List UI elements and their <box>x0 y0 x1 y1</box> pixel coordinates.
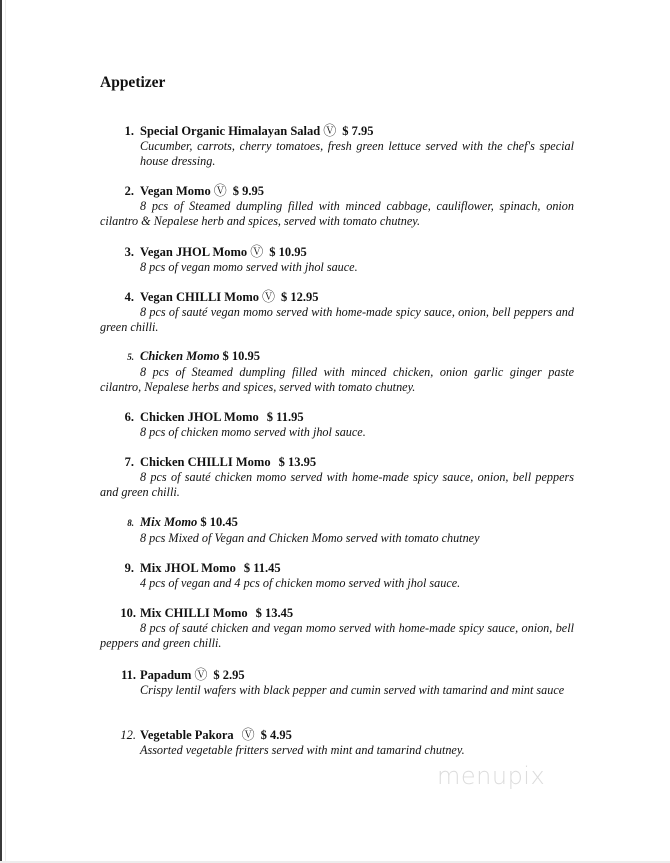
vegan-icon: Ⓥ <box>250 244 264 259</box>
item-description: 8 pcs of Steamed dumpling filled with minced cabbage, cauliflower, spinach, onion cilantro & Nepalese herb and spices, served with tomato chutney. <box>100 199 574 229</box>
item-number: 9. <box>124 561 134 575</box>
item-name: Vegan JHOL Momo <box>140 245 248 259</box>
menu-item <box>100 349 574 395</box>
item-description: 8 pcs of chicken momo served with jhol sauce. <box>140 425 366 439</box>
item-name: Mix JHOL Momo <box>140 561 236 575</box>
item-heading <box>100 455 574 470</box>
menu-item <box>100 410 574 440</box>
menu-item <box>100 455 574 500</box>
item-name: Mix Momo <box>140 515 198 529</box>
item-heading <box>100 123 574 139</box>
item-description: 8 pcs of sauté chicken momo served with home-made spicy sauce, onion, bell peppers and green chilli. <box>100 470 574 500</box>
item-heading <box>100 289 574 305</box>
item-name: Special Organic Himalayan Salad <box>140 124 321 138</box>
item-number: 7. <box>124 455 134 469</box>
item-heading <box>100 667 574 683</box>
page-left-edge-line <box>5 0 6 863</box>
item-number: 1. <box>124 124 134 138</box>
item-description: 8 pcs of Steamed dumpling filled with minced chicken, onion garlic ginger paste cilantro, Nepalese herbs and spices, served with tomato chutney. <box>100 365 574 395</box>
item-heading <box>100 515 574 531</box>
menu-item <box>100 183 574 229</box>
item-description: Assorted vegetable fritters served with mint and tamarind chutney. <box>140 743 465 757</box>
item-name: Vegetable Pakora <box>140 728 234 742</box>
item-description: 8 pcs of sauté vegan momo served with home-made spicy sauce, onion, bell peppers and green chilli. <box>100 305 574 335</box>
menu-item <box>100 515 574 546</box>
page-left-edge <box>0 0 2 863</box>
section-title: Appetizer <box>100 74 166 91</box>
item-price: $ 13.45 <box>255 606 294 620</box>
item-number: 12. <box>120 728 136 742</box>
item-heading <box>100 606 574 621</box>
item-description: 8 pcs of vegan momo served with jhol sauce. <box>140 260 358 274</box>
menu-item <box>100 123 574 169</box>
watermark-logo: menupix <box>437 762 546 790</box>
item-name: Chicken CHILLI Momo <box>140 455 271 469</box>
item-number: 11. <box>121 668 136 682</box>
item-number: 8. <box>127 518 134 528</box>
item-name: Chicken JHOL Momo <box>140 410 259 424</box>
item-description: 4 pcs of vegan and 4 pcs of chicken momo served with jhol sauce. <box>140 576 461 590</box>
menu-item <box>100 606 574 651</box>
item-name: Vegan CHILLI Momo <box>140 290 259 304</box>
vegan-icon: Ⓥ <box>262 289 276 304</box>
item-heading <box>100 244 574 260</box>
item-price: $ 4.95 <box>260 728 292 742</box>
item-price: $ 9.95 <box>232 184 264 198</box>
item-heading <box>100 727 574 743</box>
item-price: $ 12.95 <box>281 290 319 304</box>
item-number: 3. <box>124 245 134 259</box>
item-description: 8 pcs of sauté chicken and vegan momo served with home-made spicy sauce, onion, bell peppers and green chilli. <box>100 621 574 651</box>
item-name: Mix CHILLI Momo <box>140 606 248 620</box>
menu-item <box>100 727 574 758</box>
item-price: $ 11.45 <box>243 561 281 575</box>
item-name: Chicken Momo <box>140 349 220 363</box>
menu-item <box>100 289 574 335</box>
item-number: 2. <box>124 184 134 198</box>
item-price: $ 10.45 <box>200 515 238 529</box>
item-price: $ 10.95 <box>269 245 307 259</box>
item-number: 5. <box>127 352 134 362</box>
item-number: 6. <box>124 410 134 424</box>
item-price: $ 2.95 <box>213 668 245 682</box>
item-number: 10. <box>120 606 136 620</box>
menu-item <box>100 561 574 591</box>
vegan-icon: Ⓥ <box>241 727 255 742</box>
menu-item <box>100 667 574 698</box>
item-price: $ 10.95 <box>222 349 261 363</box>
item-name: Vegan Momo <box>140 184 211 198</box>
item-description: Cucumber, carrots, cherry tomatoes, fresh green lettuce served with the chef's special house dressing. <box>140 139 574 169</box>
item-heading <box>100 410 574 425</box>
item-description: 8 pcs Mixed of Vegan and Chicken Momo served with tomato chutney <box>140 531 480 545</box>
vegan-icon: Ⓥ <box>194 667 208 682</box>
menu-item <box>100 244 574 275</box>
item-price: $ 11.95 <box>266 410 304 424</box>
vegan-icon: Ⓥ <box>323 123 337 138</box>
item-heading <box>100 561 574 576</box>
vegan-icon: Ⓥ <box>213 183 227 198</box>
item-heading <box>100 183 574 199</box>
item-price: $ 7.95 <box>342 124 374 138</box>
item-price: $ 13.95 <box>278 455 317 469</box>
item-name: Papadum <box>140 668 192 682</box>
item-number: 4. <box>124 290 134 304</box>
item-heading <box>100 349 574 365</box>
item-description: Crispy lentil wafers with black pepper and cumin served with tamarind and mint sauce <box>140 683 565 697</box>
